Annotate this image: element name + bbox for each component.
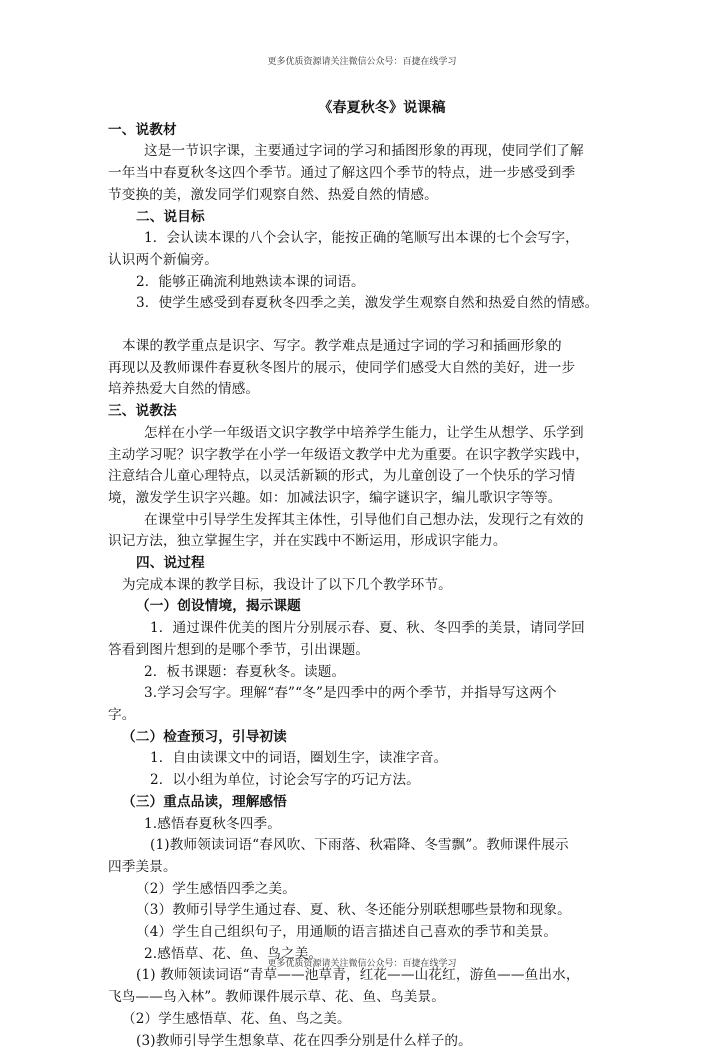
list-item: 3．使学生感受到春夏秋冬四季之美，激发学生观察自然和热爱自然的情感。 [136, 295, 599, 312]
paragraph-line: 四季美景。 [108, 858, 177, 875]
paragraph-line: 识记方法，独立掌握生字，并在实践中不断运用，形成识字能力。 [108, 533, 507, 550]
list-item: 1．会认读本课的八个会认字，能按正确的笔顺写出本课的七个会写字， [144, 230, 579, 247]
subsection-heading: （一）创设情境，揭示课题 [136, 598, 301, 615]
page-header: 更多优质资源请关注微信公众号：百捷在线学习 [267, 57, 457, 67]
list-item: 2．板书课题：春夏秋冬。读题。 [144, 663, 346, 680]
section-heading-3: 三、说教法 [108, 403, 177, 420]
paragraph-line: 认识两个新偏旁。 [108, 251, 218, 268]
section-heading-4: 四、说过程 [136, 555, 205, 572]
page-footer: 更多优质资源请关注微信公众号：百捷在线学习 [267, 959, 457, 969]
paragraph-line: 字。 [108, 706, 136, 723]
subsection-heading: （三）重点品读，理解感悟 [122, 793, 287, 810]
list-item: 1．自由读课文中的词语，圈划生字，读准字音。 [150, 750, 448, 767]
list-item: 2.感悟草、花、鱼、鸟之美。 [144, 945, 323, 962]
list-item: 3.学习会写字。理解“春”“冬”是四季中的两个季节，并指导写这两个 [144, 685, 557, 702]
paragraph-line: 节变换的美，激发同学们观察自然、热爱自然的情感。 [108, 186, 438, 203]
document-title: 《春夏秋冬》说课稿 [318, 100, 446, 116]
paragraph-line: 境，激发学生识字兴趣。如：加减法识字，编字谜识字，编儿歌识字等等。 [108, 489, 562, 506]
list-item: (1)教师领读词语“春风吹、下雨落、秋霜降、冬雪飘”。教师课件展示 [150, 837, 569, 854]
list-item: （2）学生感悟四季之美。 [136, 880, 296, 897]
paragraph-line: 怎样在小学一年级语文识字教学中培养学生能力，让学生从想学、乐学到 [144, 424, 584, 441]
paragraph-gap [108, 315, 636, 336]
list-item: （2）学生感悟草、花、鱼、鸟之美。 [122, 1010, 351, 1027]
paragraph-line: 为完成本课的教学目标，我设计了以下几个教学环节。 [122, 576, 452, 593]
list-item: （3）教师引导学生通过春、夏、秋、冬还能分别联想哪些景物和现象。 [136, 902, 571, 919]
paragraph-line: 在课堂中引导学生发挥其主体性，引导他们自己想办法，发现行之有效的 [144, 511, 584, 528]
paragraph-line: 再现以及教师课件春夏秋冬图片的展示，使同学们感受大自然的美好，进一步 [108, 359, 576, 376]
subsection-heading: （二）检查预习，引导初读 [122, 728, 287, 745]
document-body [108, 98, 636, 1052]
list-item: （4）学生自己组织句子，用通顺的语言描述自己喜欢的季节和美景。 [136, 924, 558, 941]
paragraph-line: 主动学习呢？识字教学在小学一年级语文教学中尤为重要。在识字教学实践中， [108, 446, 590, 463]
list-item: 1．通过课件优美的图片分别展示春、夏、秋、冬四季的美景，请同学回 [150, 620, 585, 637]
paragraph-line: 注意结合儿童心理特点，以灵活新颖的形式，为儿童创设了一个快乐的学习情 [108, 468, 576, 485]
paragraph-line: 答看到图片想到的是哪个季节，引出课题。 [108, 641, 370, 658]
paragraph-line: 飞鸟——鸟入林”。教师课件展示草、花、鱼、鸟美景。 [108, 989, 445, 1006]
list-item: 2．能够正确流利地熟读本课的词语。 [136, 273, 365, 290]
paragraph-line: 这是一节识字课，主要通过字词的学习和插图形象的再现，使同学们了解 [144, 143, 584, 160]
list-item: (3)教师引导学生想象草、花在四季分别是什么样子的。 [136, 1032, 472, 1049]
paragraph-line: 培养热爱大自然的情感。 [108, 381, 260, 398]
list-item: 2．以小组为单位，讨论会写字的巧记方法。 [150, 772, 420, 789]
list-item: 1.感悟春夏秋冬四季。 [144, 815, 281, 832]
list-item: (1) 教师领读词语“青草——池草青，红花——山花红，游鱼——鱼出水， [136, 967, 580, 984]
paragraph-line: 一年当中春夏秋冬这四个季节。通过了解这四个季节的特点，进一步感受到季 [108, 165, 576, 182]
paragraph-line: 本课的教学重点是识字、写字。教学难点是通过字词的学习和插画形象的 [122, 338, 562, 355]
section-heading-2: 二、说目标 [136, 208, 205, 225]
section-heading-1: 一、说教材 [108, 121, 177, 138]
